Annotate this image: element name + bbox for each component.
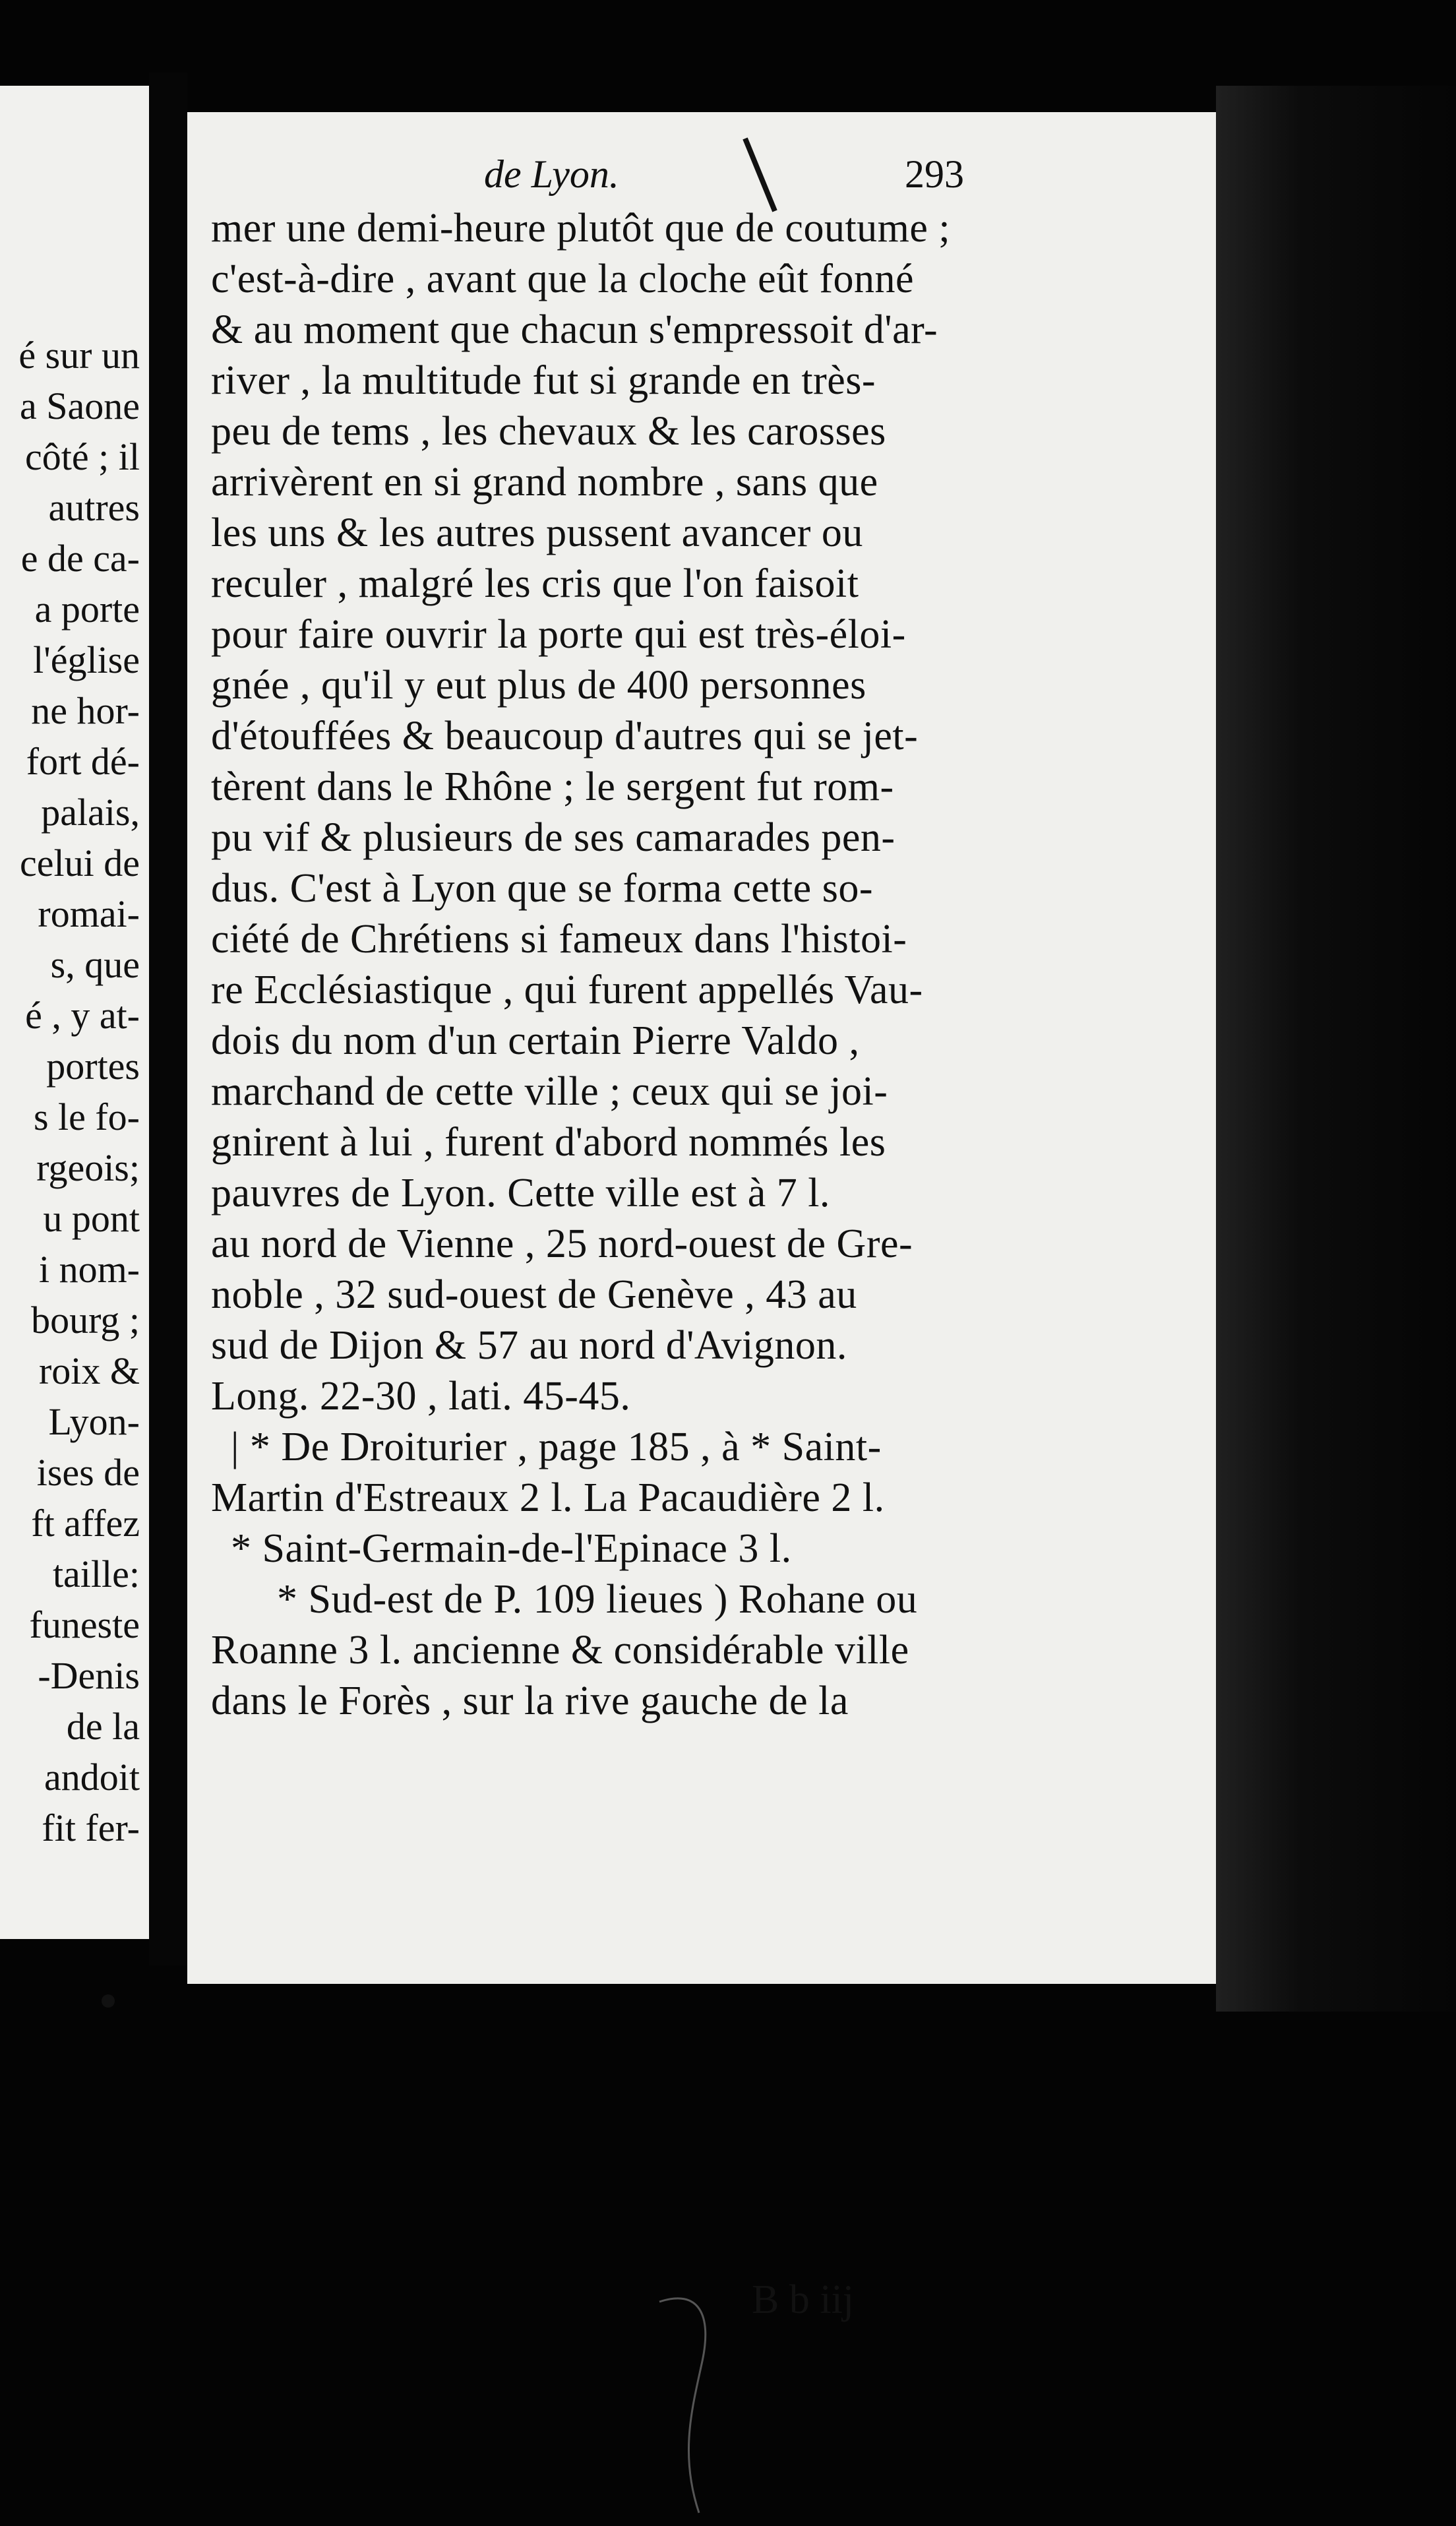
left-page-fragment	[0, 86, 149, 1939]
left-page-line: bourg ;	[31, 1299, 140, 1341]
pen-stroke-bottom	[653, 2289, 758, 2526]
left-page-line: ne hor-	[31, 689, 140, 732]
left-page-line: autres	[48, 486, 140, 529]
text-line: peu de tems , les chevaux & les carosses	[211, 409, 886, 454]
left-page-line: rgeois;	[36, 1146, 140, 1189]
text-line: arrivèrent en si grand nombre , sans que	[211, 460, 878, 505]
pen-stroke-top	[739, 132, 818, 264]
left-page-line: roix &	[38, 1349, 140, 1392]
text-line: gnée , qu'il y eut plus de 400 personnes	[211, 663, 866, 708]
text-line: dus. C'est à Lyon que se forma cette so-	[211, 866, 873, 911]
left-page-line: de la	[66, 1705, 140, 1748]
text-line: dans le Forès , sur la rive gauche de la	[211, 1679, 849, 1723]
text-line: pauvres de Lyon. Cette ville est à 7 l.	[211, 1171, 830, 1216]
left-page-line: taille:	[52, 1553, 140, 1595]
left-page-line: côté ; il	[25, 435, 140, 478]
text-line: Long. 22-30 , lati. 45-45.	[211, 1374, 631, 1419]
text-line: c'est-à-dire , avant que la cloche eût fonné	[211, 257, 914, 301]
text-line: pour faire ouvrir la porte qui est très-éloi-	[211, 612, 906, 657]
left-page-line: fit fer-	[42, 1806, 140, 1849]
text-line: & au moment que chacun s'empressoit d'ar-	[211, 307, 938, 352]
text-line: au nord de Vienne , 25 nord-ouest de Gre-	[211, 1221, 913, 1266]
page-number: 293	[905, 152, 964, 196]
left-page-line: romai-	[38, 892, 140, 935]
left-page-line: ises de	[36, 1451, 140, 1494]
text-line: marchand de cette ville ; ceux qui se joi-	[211, 1069, 888, 1114]
text-line: ciété de Chrétiens si fameux dans l'histoi-	[211, 917, 907, 962]
running-head: de Lyon.	[484, 152, 619, 196]
text-line: * Saint-Germain-de-l'Epinace 3 l.	[231, 1526, 792, 1571]
text-line: mer une demi-heure plutôt que de coutume ;	[211, 206, 951, 251]
left-page-line: l'église	[33, 638, 140, 681]
ink-dot	[102, 1994, 115, 2008]
text-line: river , la multitude fut si grande en très-	[211, 358, 876, 403]
text-line: sud de Dijon & 57 au nord d'Avignon.	[211, 1323, 847, 1368]
text-line: * Sud-est de P. 109 lieues ) Rohane ou	[277, 1577, 918, 1622]
text-line: noble , 32 sud-ouest de Genève , 43 au	[211, 1272, 857, 1317]
left-page-line: portes	[46, 1045, 140, 1088]
text-line: | * De Droiturier , page 185 , à * Saint-	[231, 1425, 882, 1469]
left-page-line: é , y at-	[25, 994, 140, 1037]
text-line: Roanne 3 l. ancienne & considérable ville	[211, 1628, 909, 1673]
left-page-line: andoit	[44, 1756, 140, 1799]
text-line: Martin d'Estreaux 2 l. La Pacaudière 2 l.	[211, 1475, 885, 1520]
text-line: dois du nom d'un certain Pierre Valdo ,	[211, 1018, 860, 1063]
left-page-line: a porte	[34, 588, 140, 631]
text-line: tèrent dans le Rhône ; le sergent fut rom-	[211, 764, 894, 809]
left-page-line: palais,	[41, 791, 140, 834]
left-page-line: u pont	[43, 1197, 140, 1240]
page-edge-shadow	[1216, 86, 1456, 2012]
left-page-line: i nom-	[38, 1248, 140, 1291]
text-line: re Ecclésiastique , qui furent appellés Vau-	[211, 968, 923, 1012]
left-page-line: celui de	[20, 842, 140, 884]
left-page-line: e de ca-	[20, 537, 140, 580]
book-gutter	[149, 73, 187, 1965]
left-page-line: ft affez	[31, 1502, 140, 1545]
left-page-line: s le fo-	[33, 1095, 140, 1138]
text-line: pu vif & plusieurs de ses camarades pen-	[211, 815, 895, 860]
left-page-line: funeste	[29, 1603, 140, 1646]
left-page-line: -Denis	[38, 1654, 140, 1697]
left-page-line: é sur un	[18, 334, 140, 377]
left-page-line: fort dé-	[26, 740, 140, 783]
text-line: d'étouffées & beaucoup d'autres qui se jet-	[211, 714, 919, 758]
text-line: gnirent à lui , furent d'abord nommés les	[211, 1120, 886, 1165]
text-line: reculer , malgré les cris que l'on faisoit	[211, 561, 859, 606]
signature-mark: B b iij	[752, 2277, 855, 2322]
left-page-line: s, que	[50, 943, 140, 986]
text-line: les uns & les autres pussent avancer ou	[211, 510, 863, 555]
left-page-line: Lyon-	[48, 1400, 140, 1443]
left-page-line: a Saone	[20, 385, 140, 427]
